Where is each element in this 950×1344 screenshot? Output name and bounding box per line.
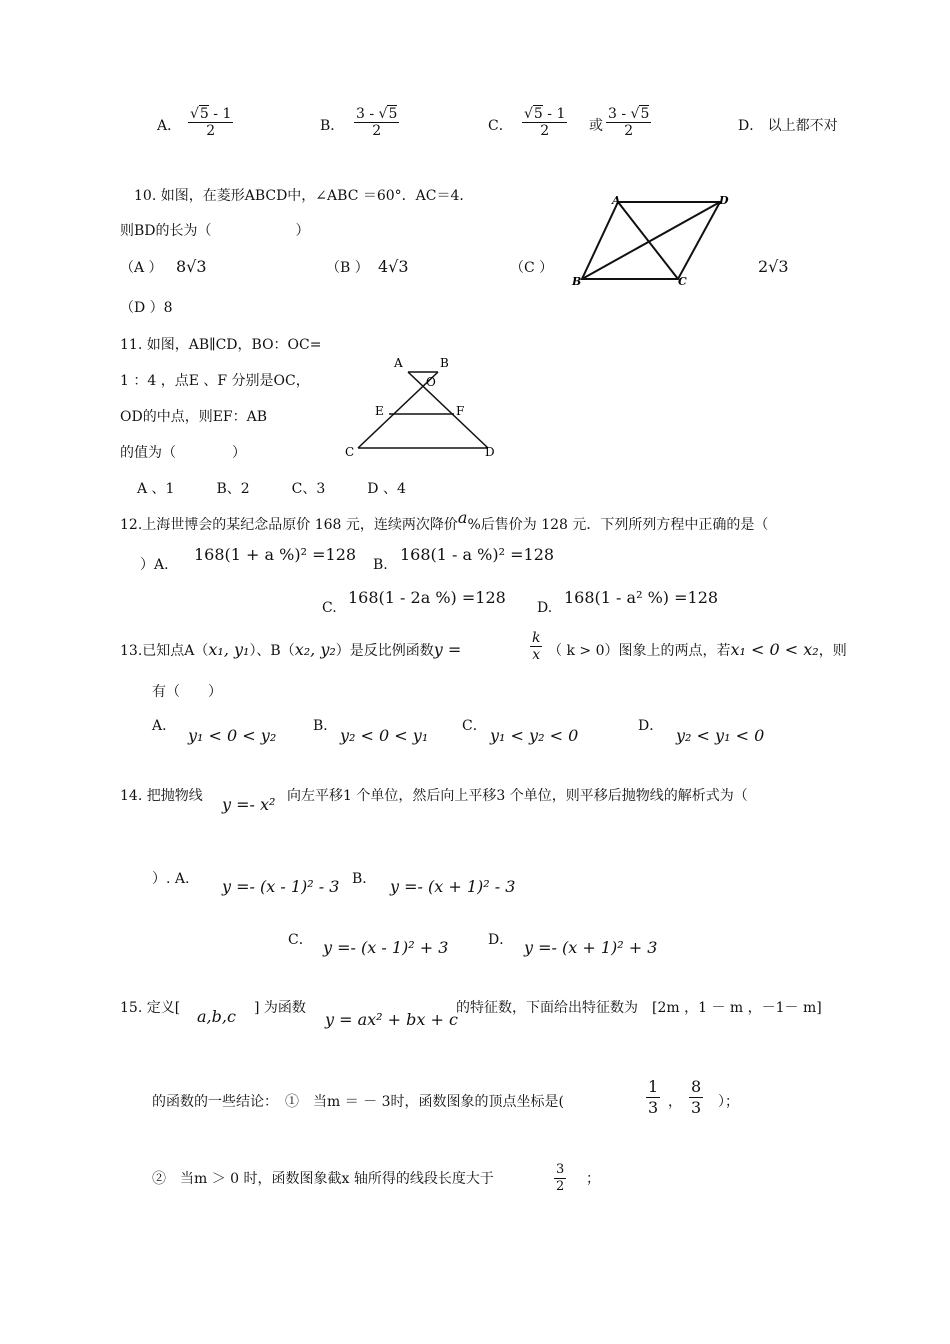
q10-option-b-label: （B ） — [326, 260, 369, 276]
q15-fraction-8-3: $\frac{8}{3}$ — [691, 1077, 702, 1117]
q9-option-d: D． 以上都不对 — [738, 118, 838, 134]
q11-trapezoid-figure — [340, 352, 510, 462]
q10-vertex-b: B — [572, 275, 582, 288]
q15-fraction-1-3: $\frac{1}{3}$ — [648, 1077, 659, 1117]
q14-option-b-label: B． — [352, 871, 377, 887]
q10-option-a-label: （A ） — [120, 260, 163, 276]
q10-stem-line2: 则BD的长为（ ） — [120, 223, 310, 239]
q10-vertex-c: C — [678, 275, 687, 288]
q11-label-b: B — [440, 356, 449, 370]
q12-equation-d: 168(1 - a² %) =128 — [564, 588, 719, 607]
q13-option-d-label: D． — [638, 718, 664, 734]
q10-option-b-value: 4√3 — [378, 257, 409, 276]
q12-stem: 12.上海世博会的某纪念品原价 168 元，连续两次降价a%后售价为 128 元．下列所列方程中正确的是（ — [120, 508, 769, 533]
q10-vertex-a: A — [612, 194, 621, 207]
q9-option-b-fraction: $\frac{3 - √5}{2}$ — [356, 106, 398, 139]
q10-option-c-label: （C ） — [510, 260, 554, 276]
q15-line3: ② 当m ＞ 0 时，函数图象截x 轴所得的线段长度大于 — [152, 1171, 494, 1187]
q11-label-c: C — [345, 445, 355, 459]
q13-option-b-label: B． — [313, 718, 338, 734]
q13-answer-d: y₂ < y₁ < 0 — [676, 726, 765, 745]
q15-abc: a,b,c — [197, 1007, 236, 1026]
q14-parabola: y =- x² — [222, 795, 276, 814]
q14-line2-prefix: ）. A. — [152, 871, 190, 887]
q12-equation-a: 168(1 + a %)² =128 — [194, 545, 357, 564]
q15-quadratic: y = ax² + bx + c — [325, 1010, 458, 1029]
q12-equation-c: 168(1 - 2a %) =128 — [348, 588, 506, 607]
q14-equation-b: y =- (x + 1)² - 3 — [390, 877, 516, 896]
q12-line2-prefix: ）A. — [140, 557, 169, 573]
q12-option-b-label: B. — [373, 557, 388, 573]
q9-or-text: 或 — [589, 118, 603, 134]
q12-option-d-label: D. — [537, 600, 553, 616]
q9-option-b-label: B． — [320, 118, 345, 134]
q13-option-c-label: C． — [462, 718, 487, 734]
q13-answer-c: y₁ < y₂ < 0 — [490, 726, 579, 745]
q10-rhombus-figure — [568, 190, 738, 290]
q13-line2: 有（ ） — [152, 684, 222, 700]
q10-vertex-d: D — [719, 194, 729, 207]
q14-equation-d: y =- (x + 1)² + 3 — [524, 938, 658, 957]
q14-stem-prefix: 14. 把抛物线 — [120, 788, 203, 804]
q10-option-c-value: 2√3 — [758, 257, 789, 276]
q11-label-e: E — [375, 404, 384, 418]
q10-option-a-value: 8√3 — [176, 257, 207, 276]
q11-label-a: A — [394, 356, 403, 370]
q13-option-a-label: A． — [152, 718, 177, 734]
q12-option-c-label: C. — [322, 600, 337, 616]
q9-option-a-fraction: $\frac{√5 - 1}{2}$ — [190, 106, 232, 139]
q9-option-a-label: A． — [157, 118, 182, 134]
q15-line3-end: ； — [586, 1171, 600, 1187]
q13-k-over-x: $\frac{k}{x}$ — [532, 630, 541, 663]
q12-equation-b: 168(1 - a %)² =128 — [400, 545, 555, 564]
q11-options: A 、1 B、2 C、3 D 、4 — [137, 481, 406, 497]
q13-stem-rest: （ k > 0）图象上的两点，若x₁ < 0 < x₂，则 — [548, 640, 847, 659]
q13-answer-a: y₁ < 0 < y₂ — [188, 726, 277, 745]
q10-option-d: （D ）8 — [120, 300, 173, 316]
q9-option-c-fraction-2: $\frac{3 - √5}{2}$ — [608, 106, 650, 139]
q15-stem-prefix: 15. 定义[ — [120, 1000, 181, 1016]
q11-stem-line3: OD的中点，则EF：AB — [120, 409, 268, 425]
q14-option-c-label: C． — [288, 932, 313, 948]
q11-label-d: D — [485, 445, 495, 459]
q15-line2-end: ）； — [718, 1094, 739, 1110]
q13-answer-b: y₂ < 0 < y₁ — [340, 726, 429, 745]
q14-equation-c: y =- (x - 1)² + 3 — [323, 938, 449, 957]
q15-stem-mid: ] 为函数 — [254, 1000, 306, 1016]
q9-option-c-label: C． — [488, 118, 513, 134]
q14-stem-rest: 向左平移1 个单位，然后向上平移3 个单位，则平移后抛物线的解析式为（ — [287, 788, 748, 804]
q13-stem: 13.已知点A（x₁, y₁）、B（x₂, y₂）是反比例函数y = — [120, 640, 462, 659]
q11-label-o: O — [426, 375, 436, 389]
q10-stem-line1: 10. 如图，在菱形ABCD中，∠ABC ＝60°．AC＝4． — [134, 188, 474, 204]
q15-stem-rest: 的特征数，下面给出特征数为 [2m ，1 － m ，－1－ m] — [456, 1000, 822, 1016]
q15-comma: ， — [668, 1094, 682, 1110]
q11-stem-line4: 的值为（ ） — [120, 445, 246, 461]
q14-equation-a: y =- (x - 1)² - 3 — [222, 877, 340, 896]
q15-line2: 的函数的一些结论： ① 当m ＝ － 3时，函数图象的顶点坐标是( — [152, 1094, 564, 1110]
q14-option-d-label: D． — [488, 932, 514, 948]
q11-label-f: F — [456, 404, 465, 418]
q9-option-c-fraction-1: $\frac{√5 - 1}{2}$ — [524, 106, 566, 139]
q11-stem-line2: 1 ：4 ，点E 、F 分别是OC， — [120, 373, 310, 389]
q15-fraction-3-2: $\frac{3}{2}$ — [556, 1162, 565, 1194]
q11-stem-line1: 11. 如图，AB∥CD，BO：OC= — [120, 337, 322, 353]
